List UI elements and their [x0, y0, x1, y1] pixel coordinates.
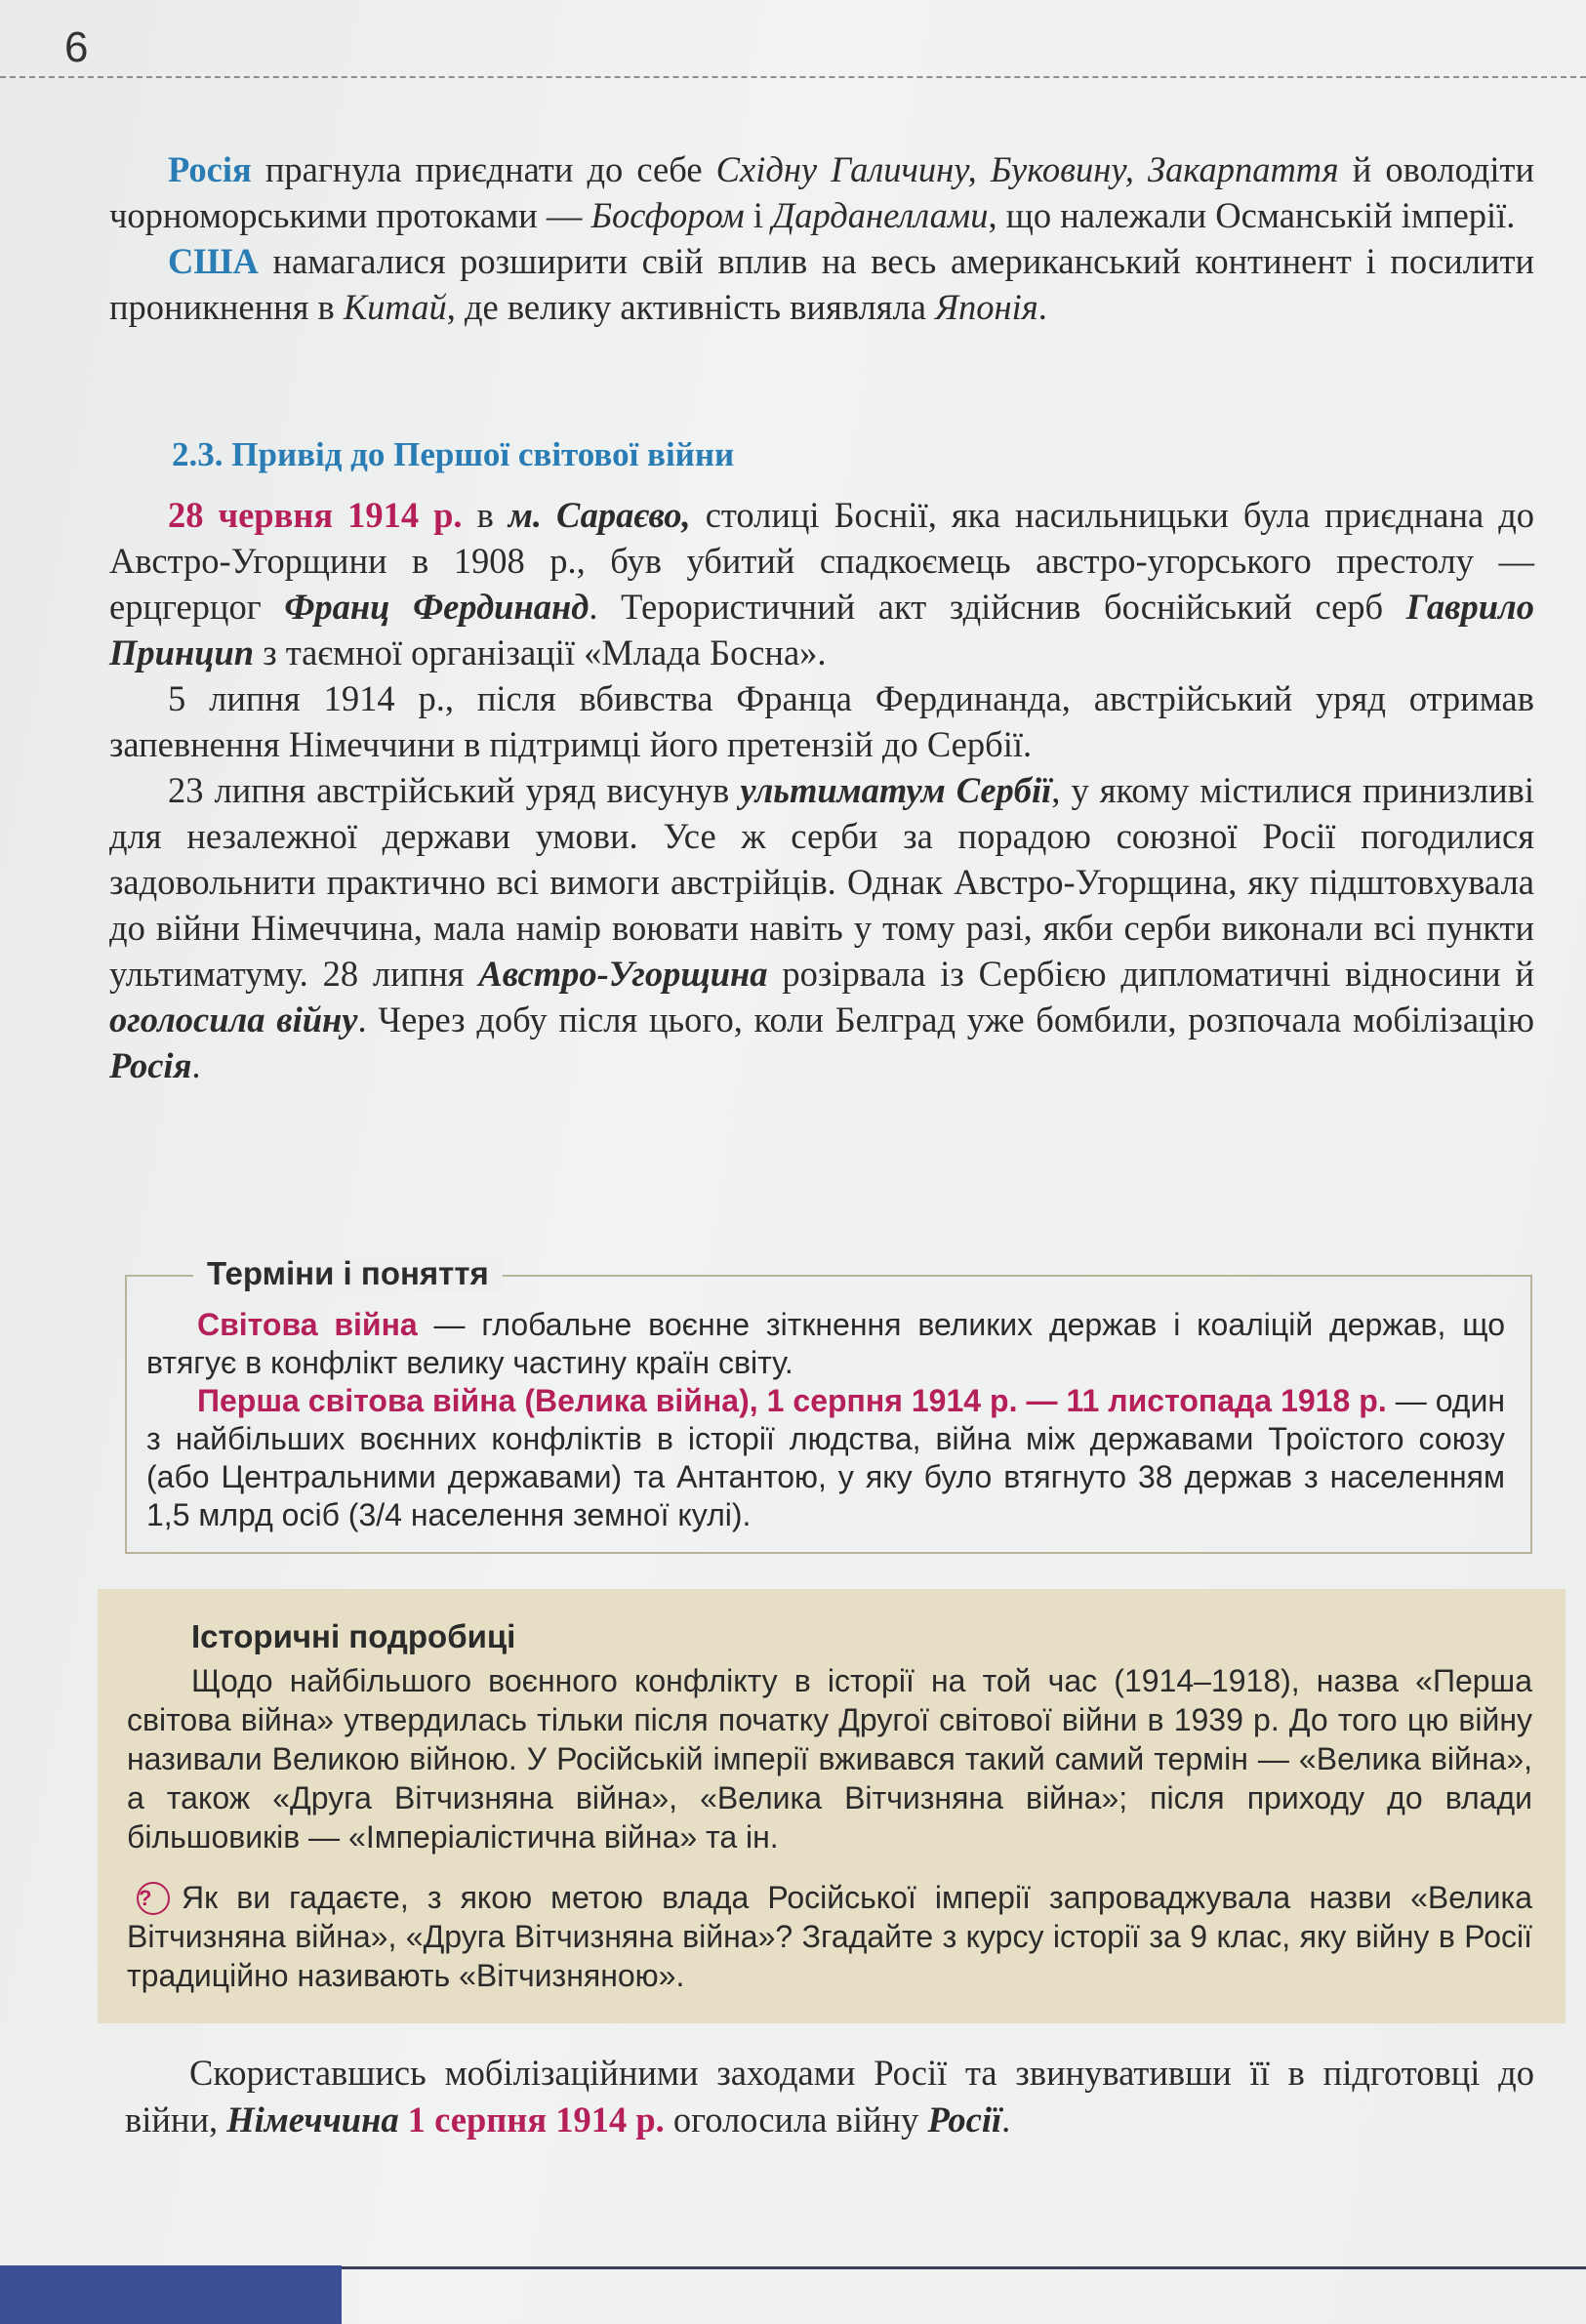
- paragraph-germany: Скориставшись мобілізаційними заходами Росії та звинувативши її в підготовці до війни, Німеччина 1 серпня 1914 р. оголосила війну Росії.: [125, 2053, 1534, 2140]
- terms-text: [146, 1306, 1505, 1534]
- paragraph-usa: США намагалися розширити свій вплив на весь американський континент і посилити проникнення в Китай, де велику активність виявляла Японія.: [109, 241, 1534, 327]
- question-paragraph: ? Як ви гадаєте, з якою метою влада Російської імперії запроваджувала назви «Велика Вітчизняна війна», «Друга Вітчизняна війна»? Згадайте з курсу історії за 9 клас, яку війну в Росії традиційно називають «Вітчизняною».: [127, 1880, 1532, 1993]
- keyword-russia: Росія: [168, 149, 252, 189]
- date-highlight: 28 червня 1914 р.: [168, 495, 463, 535]
- paragraph-russia: Росія прагнула приєднати до себе Східну Галичину, Буковину, Закарпаття й оволодіти чорноморськими протоками — Босфором і Дарданеллами, що належали Османській імперії.: [109, 149, 1534, 235]
- details-text: [127, 1661, 1532, 1995]
- question-icon: ?: [137, 1882, 170, 1915]
- historical-details-box: [98, 1589, 1566, 2023]
- keyword-usa: США: [168, 241, 259, 281]
- intro-text: [109, 146, 1534, 330]
- term-world-war: Світова війна — глобальне воєнне зіткнення великих держав і коаліцій держав, що втягує в конфлікт велику частину країн світу.: [146, 1307, 1506, 1380]
- paragraph-sarajevo: 28 червня 1914 р. в м. Сараєво, столиці Боснії, яка насильницьки була приєднана до Австро-Угорщини в 1908 р., був убитий спадкоємець австро-угорського престолу — ерцгерцог Франц Фердинанд. Терористичний акт здійснив боснійський серб Гаврило Принцип з таємної організації «Млада Босна».: [109, 495, 1535, 673]
- details-title: Історичні подробиці: [191, 1618, 516, 1654]
- section-text: [109, 492, 1534, 1088]
- terms-title: Терміни і поняття: [193, 1255, 503, 1292]
- terms-box: [125, 1255, 1532, 1554]
- footer-divider: [342, 2266, 1586, 2269]
- details-paragraph: Щодо найбільшого воєнного конфлікту в історії на той час (1914–1918), назва «Перша світова війна» утвердилась тільки після початку Другої світової війни в 1939 р. До того цю війну називали Великою війною. У Російській імперії вживався такий самий термін — «Велика війна», а також «Друга Вітчизняна війна», «Велика Вітчизняна війна»; після приходу до влади більшовиків — «Імперіалістична війна» та ін.: [127, 1663, 1532, 1855]
- footer-color-bar: [0, 2265, 342, 2324]
- section-heading: 2.3. Привід до Першої світової війни: [172, 435, 735, 473]
- paragraph-ultimatum: 23 липня австрійський уряд висунув ультиматум Сербії, у якому містилися принизливі для незалежної держави умови. Усе ж серби за порадою союзної Росії погодилися задовольнити практично всі вимоги австрійців. Однак Австро-Угорщина, яку підштовхувала до війни Німеччина, мала намір воювати навіть у тому разі, якби серби виконали всі пункти ультиматуму. 28 липня Австро-Угорщина розірвала із Сербією дипломатичні відносини й оголосила війну. Через добу після цього, коли Белград уже бомбили, розпочала мобілізацію Росія.: [109, 770, 1535, 1085]
- page-number: 6: [64, 23, 89, 71]
- term-first-world-war: Перша світова війна (Велика війна), 1 серпня 1914 р. — 11 листопада 1918 р. — один з найбільших воєнних конфліктів в історії людства, війна між державами Троїстого союзу (або Центральними державами) та Антантою, у яку було втягнуто 38 держав з населенням 1,5 млрд осіб (3/4 населення земної кулі).: [146, 1383, 1506, 1532]
- final-text: [125, 2050, 1534, 2143]
- paragraph-july5: 5 липня 1914 р., після вбивства Франца Фердинанда, австрійський уряд отримав запевнення Німеччини в підтримці його претензій до Сербії.: [109, 678, 1534, 764]
- header-divider: [0, 76, 1586, 78]
